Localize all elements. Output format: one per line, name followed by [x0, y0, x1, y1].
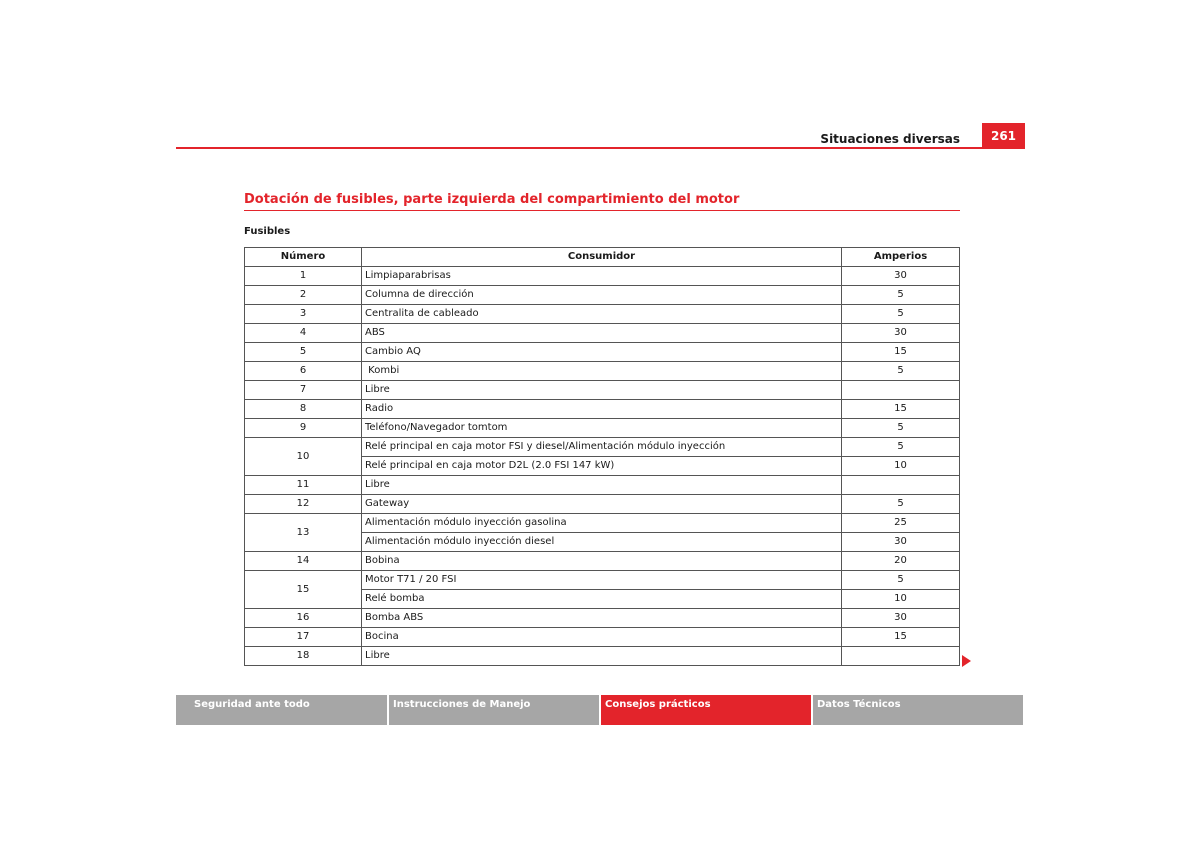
tab-datos[interactable]: Datos Técnicos	[813, 695, 1023, 725]
table-row	[245, 267, 960, 286]
fuse-amperage: 15	[842, 628, 960, 647]
fuse-consumer: Columna de dirección	[362, 286, 842, 305]
table-row	[245, 362, 960, 381]
fuse-amperage	[842, 647, 960, 666]
fuse-number: 17	[245, 628, 362, 647]
fuse-consumer: Teléfono/Navegador tomtom	[362, 419, 842, 438]
fuse-amperage: 30	[842, 267, 960, 286]
fuse-amperage: 30	[842, 533, 960, 552]
header-consumidor: Consumidor	[362, 248, 842, 267]
table-row	[245, 609, 960, 628]
fuse-number: 2	[245, 286, 362, 305]
table-row	[245, 419, 960, 438]
table-row	[245, 628, 960, 647]
fuse-table	[244, 247, 960, 666]
fuse-number: 18	[245, 647, 362, 666]
fuse-consumer: Bobina	[362, 552, 842, 571]
table-row	[245, 514, 960, 533]
fuse-consumer: Motor T71 / 20 FSI	[362, 571, 842, 590]
fuse-amperage: 5	[842, 495, 960, 514]
fuse-consumer: Bocina	[362, 628, 842, 647]
fuse-consumer: Limpiaparabrisas	[362, 267, 842, 286]
table-row	[245, 438, 960, 457]
table-row	[245, 476, 960, 495]
fuse-consumer: Alimentación módulo inyección gasolina	[362, 514, 842, 533]
fuse-number: 1	[245, 267, 362, 286]
fuse-amperage: 5	[842, 438, 960, 457]
subheading: Fusibles	[244, 226, 291, 237]
fuse-amperage	[842, 381, 960, 400]
fuse-amperage: 15	[842, 400, 960, 419]
fuse-number: 8	[245, 400, 362, 419]
fuse-consumer: Gateway	[362, 495, 842, 514]
fuse-consumer: Kombi	[362, 362, 842, 381]
fuse-number: 6	[245, 362, 362, 381]
fuse-amperage: 20	[842, 552, 960, 571]
page-title: Dotación de fusibles, parte izquierda del compartimiento del motor	[244, 192, 740, 207]
fuse-consumer: Radio	[362, 400, 842, 419]
fuse-consumer: Alimentación módulo inyección diesel	[362, 533, 842, 552]
table-row	[245, 343, 960, 362]
fuse-amperage: 10	[842, 457, 960, 476]
fuse-amperage: 10	[842, 590, 960, 609]
fuse-amperage: 30	[842, 609, 960, 628]
header-rule	[176, 147, 1025, 149]
fuse-consumer: Libre	[362, 476, 842, 495]
triangle-right-icon	[962, 655, 971, 667]
fuse-consumer: Libre	[362, 647, 842, 666]
table-row	[245, 552, 960, 571]
fuse-number: 12	[245, 495, 362, 514]
table-header-row	[245, 248, 960, 267]
title-rule	[244, 210, 960, 211]
fuse-number: 5	[245, 343, 362, 362]
fuse-amperage: 5	[842, 571, 960, 590]
tab-instrucciones[interactable]: Instrucciones de Manejo	[389, 695, 599, 725]
fuse-consumer: Relé principal en caja motor D2L (2.0 FSI 147 kW)	[362, 457, 842, 476]
fuse-number: 9	[245, 419, 362, 438]
fuse-consumer: Libre	[362, 381, 842, 400]
fuse-amperage	[842, 476, 960, 495]
fuse-amperage: 15	[842, 343, 960, 362]
fuse-consumer: Centralita de cableado	[362, 305, 842, 324]
fuse-amperage: 25	[842, 514, 960, 533]
fuse-table-body	[245, 267, 960, 666]
fuse-amperage: 5	[842, 419, 960, 438]
fuse-number: 10	[245, 438, 362, 476]
fuse-number: 11	[245, 476, 362, 495]
table-row	[245, 381, 960, 400]
fuse-consumer: Relé principal en caja motor FSI y diesel/Alimentación módulo inyección	[362, 438, 842, 457]
fuse-consumer: ABS	[362, 324, 842, 343]
table-row	[245, 286, 960, 305]
table-row	[245, 495, 960, 514]
fuse-number: 15	[245, 571, 362, 609]
table-row	[245, 647, 960, 666]
fuse-number: 3	[245, 305, 362, 324]
table-row	[245, 400, 960, 419]
fuse-amperage: 30	[842, 324, 960, 343]
footer-nav	[176, 695, 1025, 725]
fuse-number: 7	[245, 381, 362, 400]
fuse-amperage: 5	[842, 362, 960, 381]
fuse-amperage: 5	[842, 305, 960, 324]
table-row	[245, 324, 960, 343]
header-numero: Número	[245, 248, 362, 267]
section-title: Situaciones diversas	[820, 132, 960, 146]
fuse-number: 16	[245, 609, 362, 628]
tab-consejos[interactable]: Consejos prácticos	[601, 695, 811, 725]
tab-seguridad[interactable]: Seguridad ante todo	[176, 695, 387, 725]
table-row	[245, 305, 960, 324]
fuse-consumer: Bomba ABS	[362, 609, 842, 628]
fuse-consumer: Cambio AQ	[362, 343, 842, 362]
fuse-amperage: 5	[842, 286, 960, 305]
header-amperios: Amperios	[842, 248, 960, 267]
table-row	[245, 571, 960, 590]
fuse-number: 13	[245, 514, 362, 552]
page-number: 261	[982, 123, 1025, 148]
fuse-number: 4	[245, 324, 362, 343]
fuse-number: 14	[245, 552, 362, 571]
fuse-consumer: Relé bomba	[362, 590, 842, 609]
